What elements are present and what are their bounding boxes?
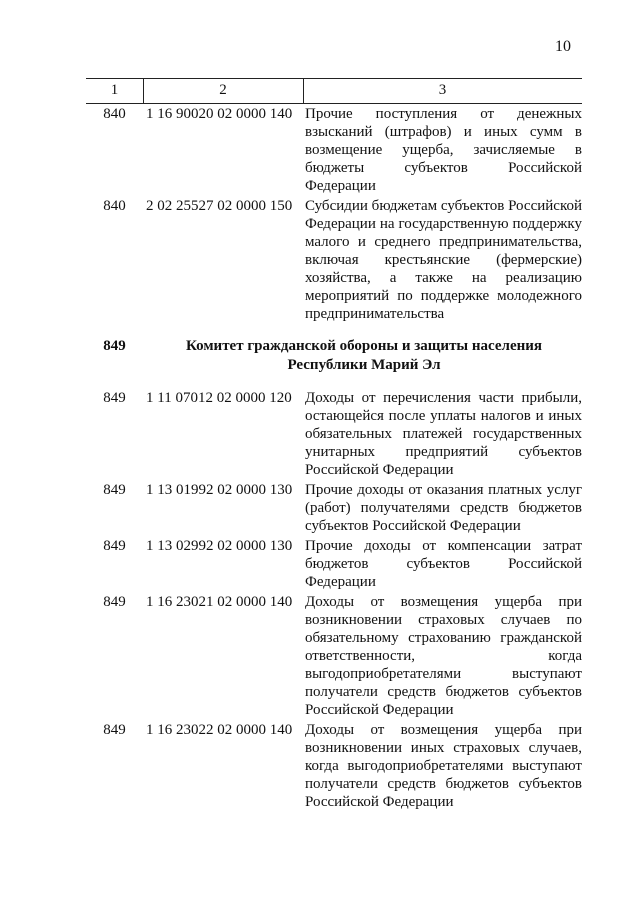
row-description: Доходы от возмещения ущерба при возникновении страховых случаев по обязательному страхованию гражданской ответственности, когда выгодоприобретателями выступают получатели средств бюджетов субъектов Российской Федерации bbox=[305, 594, 582, 718]
table-row bbox=[86, 721, 582, 811]
admin-code: 849 bbox=[103, 538, 126, 554]
page-number: 10 bbox=[555, 38, 571, 55]
admin-code: 849 bbox=[103, 594, 126, 610]
budget-code: 1 16 23022 02 0000 140 bbox=[146, 722, 293, 738]
header-col-2: 2 bbox=[219, 82, 227, 98]
section-code: 849 bbox=[103, 338, 126, 354]
table-row bbox=[86, 389, 582, 479]
table-row bbox=[86, 537, 582, 591]
budget-code: 2 02 25527 02 0000 150 bbox=[146, 198, 293, 214]
row-description: Доходы от перечисления части прибыли, остающейся после уплаты налогов и иных обязательных платежей государственных унитарных предприятий субъектов Российской Федерации bbox=[305, 390, 582, 478]
row-description: Доходы от возмещения ущерба при возникновении иных страховых случаев, когда выгодоприобретателями выступают получатели средств бюджетов субъектов Российской Федерации bbox=[305, 722, 582, 810]
section-title-line-2: Республики Марий Эл bbox=[287, 357, 441, 373]
budget-code: 1 16 23021 02 0000 140 bbox=[146, 594, 293, 610]
row-description: Субсидии бюджетам субъектов Российской Федерации на государственную поддержку малого и среднего предпринимательства, включая крестьянские (фермерские) хозяйства, а также на реализацию мероприятий по поддержке молодежного предпринимательства bbox=[305, 198, 582, 322]
table-row bbox=[86, 197, 582, 323]
header-col-1: 1 bbox=[110, 82, 119, 98]
row-description: Прочие доходы от оказания платных услуг (работ) получателями средств бюджетов субъектов Российской Федерации bbox=[305, 482, 582, 534]
row-description: Прочие поступления от денежных взысканий (штрафов) и иных сумм в возмещение ущерба, зачисляемые в бюджеты субъектов Российской Федерации bbox=[305, 106, 582, 194]
admin-code: 849 bbox=[103, 390, 126, 406]
budget-code: 1 16 90020 02 0000 140 bbox=[146, 106, 293, 122]
table-header bbox=[86, 78, 582, 104]
table-row bbox=[86, 105, 582, 195]
section-title-line-1: Комитет гражданской обороны и защиты населения bbox=[185, 338, 543, 354]
section-heading bbox=[86, 337, 582, 375]
budget-code: 1 11 07012 02 0000 120 bbox=[146, 390, 292, 406]
table-row bbox=[86, 481, 582, 535]
admin-code: 840 bbox=[103, 106, 126, 122]
section-title bbox=[146, 337, 582, 375]
table-row bbox=[86, 593, 582, 719]
admin-code: 849 bbox=[103, 722, 126, 738]
admin-code: 849 bbox=[103, 482, 126, 498]
admin-code: 840 bbox=[103, 198, 126, 214]
row-description: Прочие доходы от компенсации затрат бюджетов субъектов Российской Федерации bbox=[305, 538, 582, 590]
budget-code: 1 13 02992 02 0000 130 bbox=[146, 538, 293, 554]
budget-code: 1 13 01992 02 0000 130 bbox=[146, 482, 293, 498]
table-body bbox=[86, 105, 582, 811]
header-col-3: 3 bbox=[438, 82, 447, 98]
